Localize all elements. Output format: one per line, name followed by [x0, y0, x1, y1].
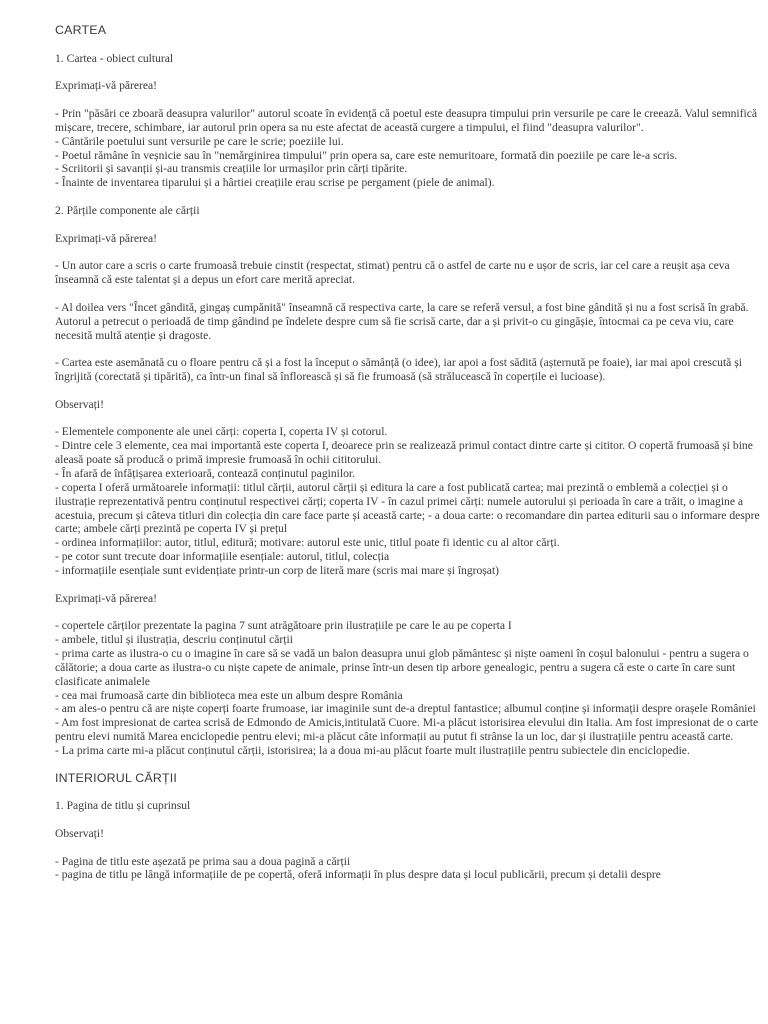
text-line: - Un autor care a scris o carte frumoasă trebuie cinstit (respectat, stimat) pentru că o astfel de carte nu e ușor de scris, iar cel care a reușit așa ceva înseamnă că este talentat și a depus un efort care merită apreciat. [55, 259, 730, 287]
text-line: Observați! [55, 397, 104, 411]
text-line: - Al doilea vers "Încet gândită, gingaș cumpănită" înseamnă că respectiva carte, la care se referă versul, a fost bine gândită și nu a fost scrisă în grabă. Autorul a petrecut o perioadă de timp gândind pe îndelete despre cum să fie scrisă carte, dar a și privit-o cu gingășie, întocmai ca pe ceva viu, care necesită multă atenție și dragoste. [55, 300, 749, 342]
paragraph-gap [55, 578, 768, 592]
text-line: - La prima carte mi-a plăcut conținutul cărții, istorisirea; la a doua mi-au plăcut foarte mult ilustrațiile pentru subiectele din enciclopedie. [55, 743, 690, 757]
text-line: - copertele cărților prezentate la pagina 7 sunt atrăgătoare prin ilustrațiile pe care le au pe coperta I [55, 619, 512, 633]
text-line: Exprimați-vă părerea! [55, 591, 158, 605]
text-line: - Elementele componente ale unei cărți: coperta I, coperta IV și cotorul. [55, 425, 388, 439]
text-line: 1. Pagina de titlu și cuprinsul [55, 799, 191, 813]
text-line: - Scriitorii și savanții și-au transmis creațiile lor urmașilor prin cărți tipărite. [55, 162, 408, 176]
text-line: - pagina de titlu pe lângă informațiile de pe copertă, oferă informații în plus despre data și locul publicării, precum și detalii despre [55, 868, 661, 882]
text-line: - coperta I oferă următoarele informații: titlul cărții, autorul cărții și editura la care a fost publicată cartea; mai prezintă o emblemă a colecției și o ilustrație reprezentativă pentru conținutul respectivei cărți; coperta IV - în cazul primei cărți: numele autorului și perioada în care a trăit, o imagine a acestuia, precum și câteva titluri din colecția din care face parte și această carte; - a doua carte: o recomandare din partea editurii sau o informare despre carte; ambele cărți prezintă pe coperta IV și prețul [55, 480, 760, 536]
text-line: - Am fost impresionat de cartea scrisă de Edmondo de Amicis,intitulată Cuore. Mi-a plăcut istorisirea elevului din Italia. Am fost impresionat de o carte pentru elevi numită Marea enciclopedie pentru elevi; mi-a plăcut câte informații au putut fi strânse la un loc, dar și ilustrațiile pentru această carte. [55, 716, 759, 744]
paragraph-gap [55, 93, 768, 107]
section-heading: INTERIORUL CĂRȚII [55, 770, 178, 785]
text-line: - Pagina de titlu este așezată pe prima sau a doua pagină a cărții [55, 854, 351, 868]
text-line: 2. Părțile componente ale cărții [55, 203, 200, 217]
paragraph-gap [55, 218, 768, 232]
paragraph-gap [55, 190, 768, 204]
paragraph-gap [55, 66, 768, 80]
text-line: - Înainte de inventarea tiparului și a hârtiei creațiile erau scrise pe pergament (piele de animal). [55, 176, 495, 190]
paragraph-gap [55, 287, 768, 301]
text-line: - În afară de înfățișarea exterioară, contează conținutul paginilor. [55, 467, 355, 480]
text-line: - prima carte as ilustra-o cu o imagine în care să se vadă un balon deasupra unui glob pământesc și niște oameni în coșul balonului - pentru a sugera o călătorie; a doua carte as ilustra-o cu niște capete de animale, prinse într-un desen tip arbore genealogic, pentru a sugera că este o carte în care sunt clasificate animalele [55, 646, 749, 688]
paragraph-gap [55, 605, 768, 619]
paragraph-gap [55, 384, 768, 398]
paragraph-gap [55, 785, 768, 799]
text-line: - ambele, titlul și ilustrația, descriu conținutul cărții [55, 633, 293, 647]
text-line: - cea mai frumoasă carte din biblioteca mea este un album despre România [55, 688, 403, 702]
text-line: - Cartea este asemănată cu o floare pentru că și a fost la început o sămânță (o idee), iar apoi a fost sădită (așternută pe foaie), iar mai apoi crescută și îngrijită (corectată și tipărită), ca într-un final să înflorească și să fie frumoasă (să strălucească în coperțile ei lucioase). [55, 356, 742, 384]
text-line: - Poetul rămâne în veșnicie sau în "nemărginirea timpului" prin opera sa, care este nemuritoare, formată din poeziile pe care le-a scris. [55, 148, 678, 162]
paragraph-gap [55, 841, 768, 855]
paragraph-gap [55, 246, 768, 260]
paragraph-gap [55, 342, 768, 356]
text-line: - Dintre cele 3 elemente, cea mai importantă este coperta I, deoarece prin se realizează primul contact dintre carte și cititor. O copertă frumoasă și bine aleasă poate să producă o primă impresie frumoasă în ochii cititorului. [55, 439, 753, 467]
text-line: - Prin "păsări ce zboară deasupra valurilor" autorul scoate în evidență că poetul este deasupra timpului prin versurile pe care le creează. Valul semnifică mișcare, trecere, schimbare, iar autorul prin opera sa nu este afectat de această curgere a timpului, el fiind "deasupra valurilor". [55, 107, 757, 134]
text-line: - pe cotor sunt trecute doar informațiile esențiale: autorul, titlul, colecția [55, 550, 390, 564]
paragraph-gap [55, 813, 768, 827]
text-line: - am ales-o pentru că are niște coperți foarte frumoase, iar imaginile sunt de-a dreptul fantastice; albumul conține și informații despre orașele României [55, 702, 756, 716]
paragraph-gap [55, 758, 768, 772]
text-line: Exprimați-vă părerea! [55, 79, 158, 93]
text-line: - informațiile esențiale sunt evidențiate printr-un corp de literă mare (scris mai mare și îngroșat) [55, 563, 500, 577]
text-line: 1. Cartea - obiect cultural [55, 51, 174, 65]
paragraph-gap [55, 412, 768, 426]
paragraph-gap [55, 38, 768, 52]
text-line: - ordinea informațiilor: autor, titlul, editură; motivare: autorul este unic, titlul poate fi identic cu al altor cărți. [55, 536, 560, 550]
section-heading: CARTEA [55, 23, 107, 37]
text-line: Exprimați-vă părerea! [55, 231, 158, 245]
text-line: Observați! [55, 826, 104, 840]
text-line: - Cântările poetului sunt versurile pe care le scrie; poeziile lui. [55, 134, 344, 148]
